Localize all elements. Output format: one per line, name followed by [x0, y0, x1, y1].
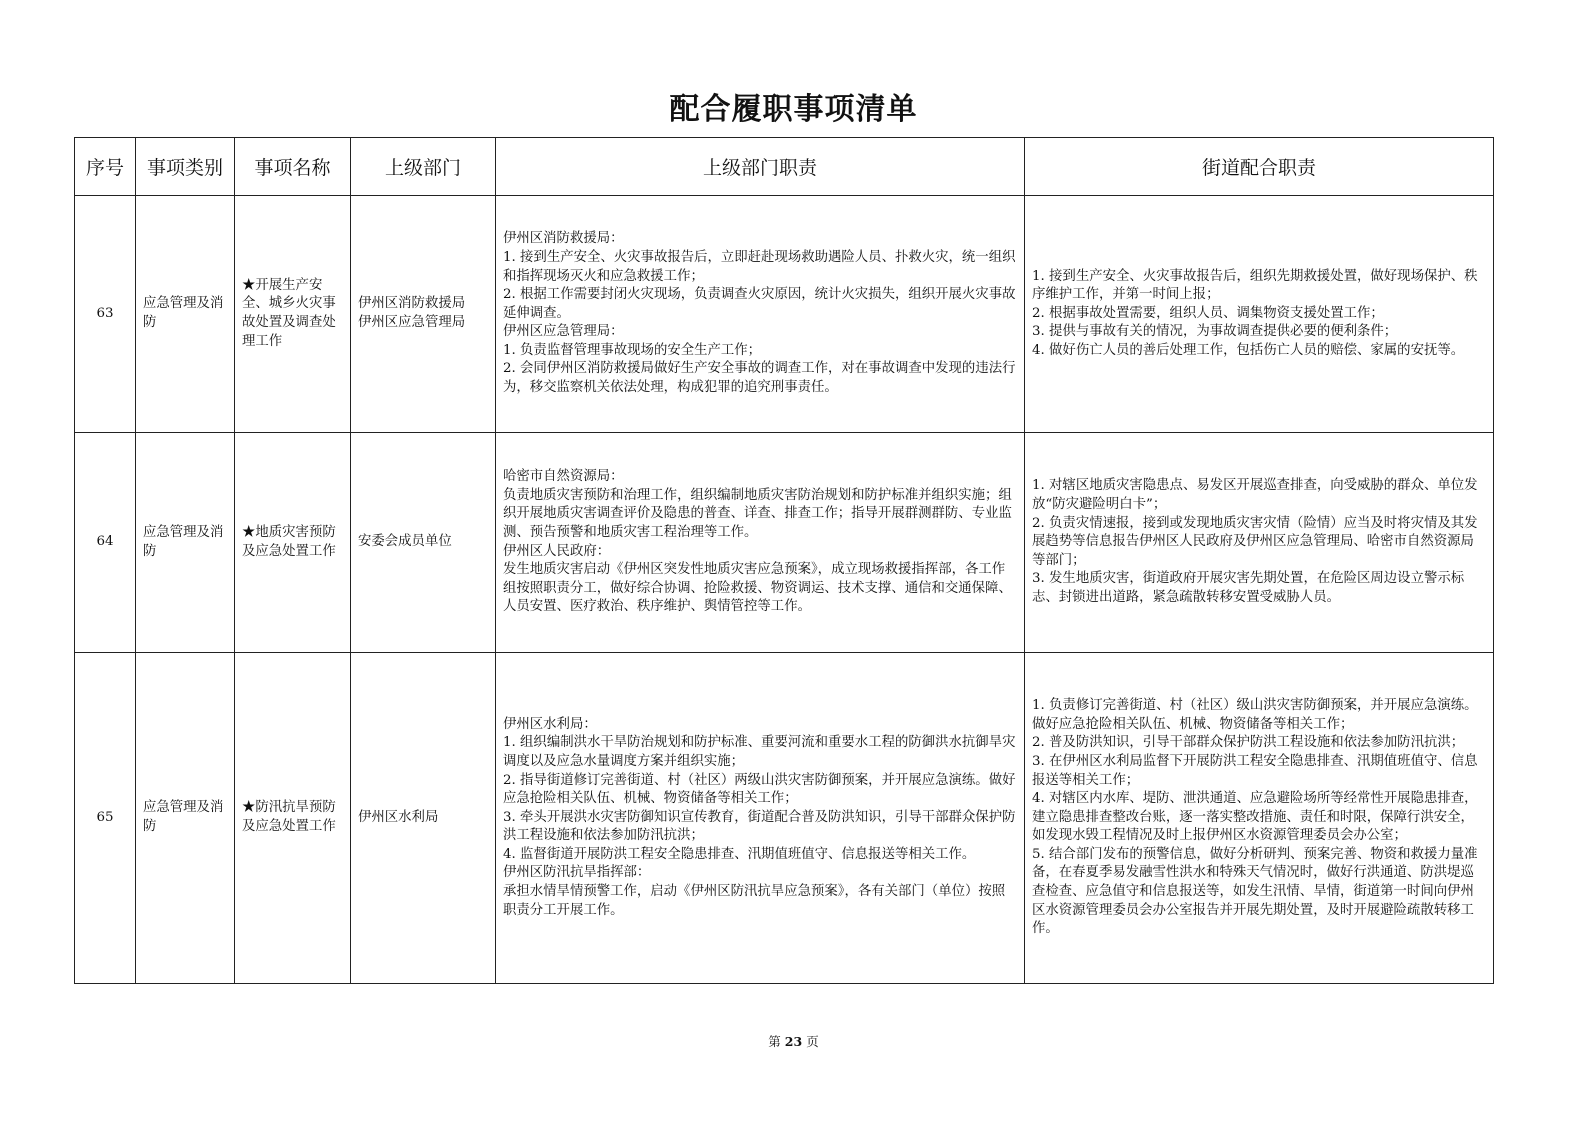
row-superior-duties [496, 653, 1025, 984]
duty-line: 3. 提供与事故有关的情况，为事故调查提供必要的便利条件； [1032, 324, 1398, 340]
duty-line: 2. 普及防洪知识，引导干部群众保护防洪工程设施和依法参加防汛抗洪； [1032, 735, 1465, 751]
duty-line: 4. 对辖区内水库、堤防、泄洪通道、应急避险场所等经常性开展隐患排查，建立隐患排查整改台账，逐一落实整改措施、责任和时限，保障行洪安全，如发现水毁工程情况及时上报伊州区水资源管理委员会办公室； [1032, 791, 1478, 844]
row-superior-depts [351, 653, 496, 984]
duty-line: 1. 接到生产安全、火灾事故报告后，立即赶赴现场救助遇险人员、扑救火灾，统一组织和指挥现场灭火和应急救援工作； [503, 249, 1016, 284]
row-category: 应急管理及消防 [136, 196, 235, 433]
header-category: 事项类别 [136, 138, 235, 196]
duty-line: 2. 根据工作需要封闭火灾现场，负责调查火灾原因，统计火灾损失，组织开展火灾事故延伸调查。 [503, 287, 1016, 321]
header-row [75, 138, 1494, 196]
row-superior-duties [496, 433, 1025, 653]
row-index: 65 [75, 653, 136, 984]
duty-line: 2. 负责灾情速报，接到或发现地质灾害灾情（险情）应当及时将灾情及其发展趋势等信息报告伊州区人民政府及伊州区应急管理局、哈密市自然资源局等部门； [1032, 515, 1478, 568]
row-street-duties [1025, 196, 1494, 433]
row-superior-depts [351, 196, 496, 433]
duty-line: 5. 结合部门发布的预警信息，做好分析研判、预案完善、物资和救援力量准备，在春夏季易发融雪性洪水和特殊天气情况时，做好行洪通道、防洪堤巡查检查、应急值守和信息报送等，如发生汛情、旱情，街道第一时间向伊州区水资源管理委员会办公室报告并开展先期处置，及时开展避险疏散转移工作。 [1032, 846, 1478, 937]
row-item-name: ★地质灾害预防及应急处置工作 [235, 433, 351, 653]
page-number-footer [0, 1032, 1587, 1050]
duty-line: 负责地质灾害预防和治理工作，组织编制地质灾害防治规划和防护标准并组织实施；组织开展地质灾害调查评价及隐患的普查、详查、排查工作；指导开展群测群防、专业监测、预告预警和地质灾害工程治理等工作。 [503, 487, 1012, 540]
dept-line: 伊州区水利局 [358, 809, 439, 825]
duty-line: 承担水情旱情预警工作，启动《伊州区防汛抗旱应急预案》，各有关部门（单位）按照职责分工开展工作。 [503, 884, 1006, 918]
header-index: 序号 [75, 138, 136, 196]
page-prefix: 第 [768, 1034, 781, 1049]
duty-line: 2. 指导街道修订完善街道、村（社区）两级山洪灾害防御预案，并开展应急演练。做好应急抢险相关队伍、机械、物资储备等相关工作； [503, 772, 1016, 807]
duty-line: 1. 组织编制洪水干旱防治规划和防护标准、重要河流和重要水工程的防御洪水抗御旱灾调度以及应急水量调度方案并组织实施； [503, 735, 1016, 769]
duty-line: 2. 根据事故处置需要，组织人员、调集物资支援处置工作； [1032, 305, 1384, 321]
row-index: 64 [75, 433, 136, 653]
duty-line: 伊州区人民政府： [503, 543, 611, 559]
duty-line: 3. 在伊州区水利局监督下开展防洪工程安全隐患排查、汛期值班值守、信息报送等相关工作； [1032, 753, 1478, 788]
header-superior-duties: 上级部门职责 [496, 138, 1025, 196]
duties-table [74, 137, 1494, 984]
duty-line: 1. 负责修订完善街道、村（社区）级山洪灾害防御预案，并开展应急演练。做好应急抢险相关队伍、机械、物资储备等相关工作； [1032, 698, 1478, 732]
row-index: 63 [75, 196, 136, 433]
duty-line: 3. 发生地质灾害，街道政府开展灾害先期处置，在危险区周边设立警示标志、封锁进出道路，紧急疏散转移安置受威胁人员。 [1032, 571, 1465, 605]
duty-line: 1. 负责监督管理事故现场的安全生产工作； [503, 342, 762, 358]
duty-line: 1. 对辖区地质灾害隐患点、易发区开展巡查排查，向受威胁的群众、单位发放“防灾避险明白卡”； [1032, 478, 1478, 513]
row-item-name: ★开展生产安全、城乡火灾事故处置及调查处理工作 [235, 196, 351, 433]
duty-line: 2. 会同伊州区消防救援局做好生产安全事故的调查工作，对在事故调查中发现的违法行为，移交监察机关依法处理，构成犯罪的追究刑事责任。 [503, 361, 1016, 396]
dept-line: 安委会成员单位 [358, 534, 452, 550]
duty-line: 3. 牵头开展洪水灾害防御知识宣传教育，街道配合普及防洪知识，引导干部群众保护防洪工程设施和依法参加防汛抗洪； [503, 809, 1016, 844]
duty-line: 伊州区应急管理局： [503, 324, 624, 340]
header-street-duties: 街道配合职责 [1025, 138, 1494, 196]
row-street-duties [1025, 433, 1494, 653]
page-number: 23 [784, 1034, 803, 1049]
table-row [75, 433, 1494, 653]
row-category: 应急管理及消防 [136, 653, 235, 984]
duty-line: 伊州区防汛抗旱指挥部： [503, 865, 651, 881]
duty-line: 发生地质灾害启动《伊州区突发性地质灾害应急预案》，成立现场救援指挥部，各工作组按照职责分工，做好综合协调、抢险救援、物资调运、技术支撑、通信和交通保障、人员安置、医疗救治、秩序维护、舆情管控等工作。 [503, 562, 1012, 615]
row-category: 应急管理及消防 [136, 433, 235, 653]
header-superior-dept: 上级部门 [351, 138, 496, 196]
duty-line: 哈密市自然资源局： [503, 469, 624, 485]
page-title: 配合履职事项清单 [669, 92, 918, 127]
duty-line: 伊州区消防救援局： [503, 231, 624, 247]
page-suffix: 页 [806, 1034, 819, 1049]
table-row [75, 653, 1494, 984]
table-row [75, 196, 1494, 433]
row-superior-depts [351, 433, 496, 653]
duty-line: 4. 做好伤亡人员的善后处理工作，包括伤亡人员的赔偿、家属的安抚等。 [1032, 342, 1465, 358]
row-item-name: ★防汛抗旱预防及应急处置工作 [235, 653, 351, 984]
duty-line: 4. 监督街道开展防洪工程安全隐患排查、汛期值班值守、信息报送等相关工作。 [503, 846, 976, 862]
duty-line: 伊州区水利局： [503, 716, 597, 732]
dept-line: 伊州区消防救援局 [358, 296, 466, 312]
header-item-name: 事项名称 [235, 138, 351, 196]
row-street-duties [1025, 653, 1494, 984]
duty-line: 1. 接到生产安全、火灾事故报告后，组织先期救援处置，做好现场保护、秩序维护工作，并第一时间上报； [1032, 268, 1478, 303]
row-superior-duties [496, 196, 1025, 433]
dept-line: 伊州区应急管理局 [358, 315, 466, 330]
